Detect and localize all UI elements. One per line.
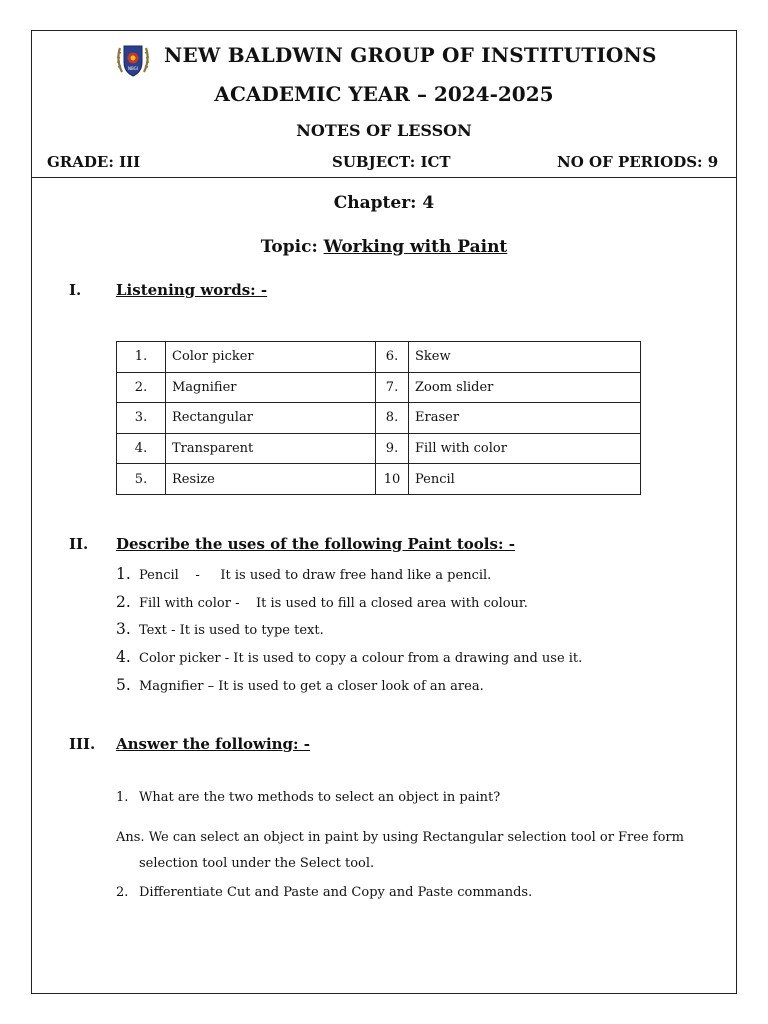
- item-number: 5.: [116, 676, 131, 694]
- document-title: NOTES OF LESSON: [296, 121, 472, 140]
- word-number: 9.: [376, 433, 409, 464]
- item-number: 4.: [116, 648, 131, 666]
- word-number: 7.: [376, 372, 409, 403]
- word-text: Magnifier: [166, 372, 376, 403]
- item-text: Pencil - It is used to draw free hand like a pencil.: [139, 568, 492, 583]
- word-text: Rectangular: [166, 403, 376, 434]
- subject-label: SUBJECT: ICT: [332, 153, 451, 171]
- question-text: Differentiate Cut and Paste and Copy and Paste commands.: [139, 885, 533, 900]
- word-number: 3.: [117, 403, 166, 434]
- list-item: [116, 565, 491, 583]
- question-number: 2.: [116, 885, 129, 900]
- listening-words-table: [116, 341, 641, 495]
- chapter-heading: Chapter: 4: [333, 193, 435, 213]
- word-text: Transparent: [166, 433, 376, 464]
- word-number: 6.: [376, 342, 409, 373]
- section-3-number: III.: [69, 735, 96, 753]
- question-text: What are the two methods to select an object in paint?: [139, 790, 501, 805]
- grade-label: GRADE: III: [47, 153, 141, 171]
- word-number: 10: [376, 464, 409, 495]
- word-number: 5.: [117, 464, 166, 495]
- list-item: [116, 620, 324, 638]
- topic-name: Working with Paint: [323, 237, 508, 257]
- list-item: [116, 676, 484, 694]
- section-2-title: Describe the uses of the following Paint tools: -: [116, 535, 515, 553]
- word-number: 8.: [376, 403, 409, 434]
- word-text: Fill with color: [409, 433, 641, 464]
- item-text: Text - It is used to type text.: [139, 623, 324, 638]
- table-row: [117, 433, 641, 464]
- item-text: Magnifier – It is used to get a closer look of an area.: [139, 679, 484, 694]
- answer-line: selection tool under the Select tool.: [139, 856, 375, 871]
- item-number: 3.: [116, 620, 131, 638]
- svg-text:NBGI: NBGI: [128, 66, 138, 71]
- section-2-number: II.: [69, 535, 89, 553]
- item-text: Fill with color - It is used to fill a closed area with colour.: [139, 596, 528, 611]
- topic-heading: [0, 237, 768, 257]
- table-row: [117, 464, 641, 495]
- word-number: 4.: [117, 433, 166, 464]
- header-divider: [31, 177, 737, 178]
- question-1: [116, 790, 500, 805]
- periods-label: NO OF PERIODS: 9: [557, 153, 719, 171]
- item-text: Color picker - It is used to copy a colour from a drawing and use it.: [139, 651, 583, 666]
- table-row: [117, 342, 641, 373]
- word-text: Color picker: [166, 342, 376, 373]
- table-row: [117, 372, 641, 403]
- academic-year: ACADEMIC YEAR – 2024-2025: [214, 82, 554, 106]
- item-number: 2.: [116, 593, 131, 611]
- word-text: Eraser: [409, 403, 641, 434]
- word-text: Pencil: [409, 464, 641, 495]
- institution-name: NEW BALDWIN GROUP OF INSTITUTIONS: [164, 43, 657, 67]
- table-row: [117, 403, 641, 434]
- answer-line: Ans. We can select an object in paint by using Rectangular selection tool or Free form: [116, 830, 684, 845]
- answer-1: [116, 825, 706, 877]
- section-1-title: Listening words: -: [116, 281, 268, 299]
- question-number: 1.: [116, 790, 129, 805]
- word-number: 1.: [117, 342, 166, 373]
- list-item: [116, 593, 528, 611]
- word-number: 2.: [117, 372, 166, 403]
- section-1-number: I.: [69, 281, 82, 299]
- word-text: Resize: [166, 464, 376, 495]
- list-item: [116, 648, 582, 666]
- item-number: 1.: [116, 565, 131, 583]
- word-text: Skew: [409, 342, 641, 373]
- institution-logo: [114, 40, 152, 80]
- question-2: [116, 885, 532, 900]
- section-3-title: Answer the following: -: [116, 735, 311, 753]
- word-text: Zoom slider: [409, 372, 641, 403]
- topic-label: Topic:: [260, 237, 324, 257]
